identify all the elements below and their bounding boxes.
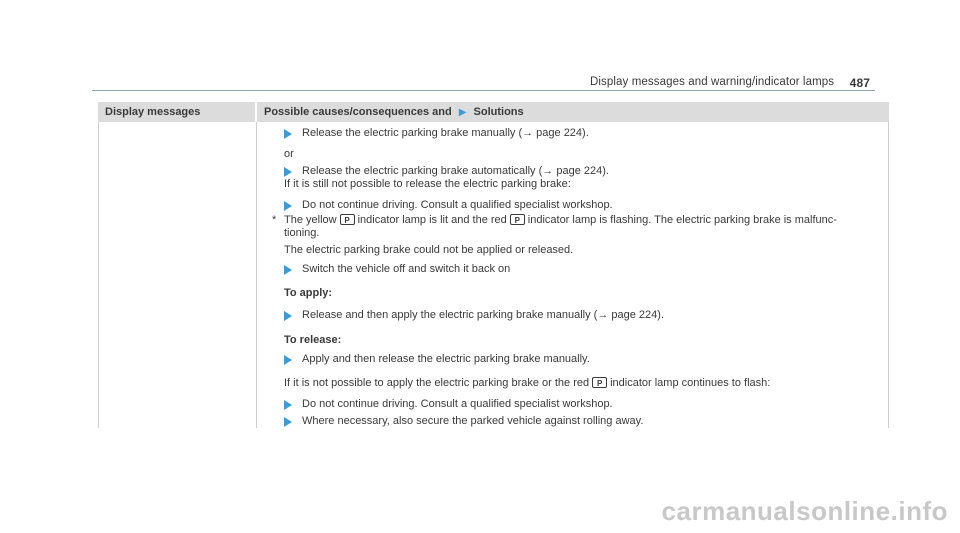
column-header-solutions-label: Solutions: [473, 106, 524, 118]
step-text: Release and then apply the electric parking brake manually (: [302, 309, 598, 321]
step-secure-vehicle: Where necessary, also secure the parked vehicle against rolling away.: [302, 415, 644, 427]
bullet-arrow-icon: [284, 265, 292, 275]
column-header-display-messages: [98, 102, 255, 122]
step-release-then-apply: [302, 309, 664, 322]
to-release-heading: To release:: [284, 334, 342, 346]
or-text: or: [284, 148, 294, 160]
text: indicator lamp continues to flash:: [610, 377, 771, 389]
table-left-border: [98, 122, 99, 428]
page-reference[interactable]: → page 224).: [542, 165, 609, 177]
page-header: [590, 76, 870, 88]
text: indicator lamp is flashing. The electric parking brake is malfunc-: [527, 214, 837, 226]
page-reference[interactable]: → page 224).: [522, 127, 589, 139]
text: The yellow: [284, 214, 337, 226]
column-header-causes-solutions: [257, 102, 889, 122]
arrow-right-icon: ▶: [458, 107, 467, 118]
still-not-possible-text: If it is still not possible to release the electric parking brake:: [284, 178, 571, 190]
table-column-divider: [256, 122, 257, 428]
parking-brake-indicator-icon: [340, 214, 355, 225]
table-right-border: [888, 122, 889, 428]
malfunction-paragraph-cont: tioning.: [284, 227, 320, 239]
header-rule: [92, 90, 875, 91]
bullet-arrow-icon: [284, 417, 292, 427]
parking-brake-indicator-icon: [592, 377, 607, 388]
column-header-label: Display messages: [105, 106, 201, 118]
bullet-arrow-icon: [284, 400, 292, 410]
could-not-be-applied-text: The electric parking brake could not be applied or released.: [284, 244, 574, 256]
step-release-manually: [302, 127, 589, 140]
header-title: Display messages and warning/indicator lamps: [590, 76, 835, 88]
step-text: Release the electric parking brake automatically (: [302, 165, 543, 177]
step-switch-off-on: Switch the vehicle off and switch it back on: [302, 263, 511, 275]
bullet-arrow-icon: [284, 201, 292, 211]
text: If it is not possible to apply the electric parking brake or the red: [284, 377, 590, 389]
page-reference[interactable]: → page 224).: [597, 309, 664, 321]
page-number: 487: [849, 76, 870, 90]
step-apply-then-release: Apply and then release the electric parking brake manually.: [302, 353, 590, 365]
step-release-automatically: [302, 165, 609, 178]
footnote-star: *: [272, 214, 277, 226]
step-consult-workshop-2: Do not continue driving. Consult a qualified specialist workshop.: [302, 398, 613, 410]
step-text: Release the electric parking brake manually (: [302, 127, 523, 139]
watermark: carmanualsonline.info: [661, 496, 948, 526]
not-possible-paragraph: [284, 377, 770, 390]
bullet-arrow-icon: [284, 355, 292, 365]
parking-brake-indicator-icon: [510, 214, 525, 225]
bullet-arrow-icon: [284, 311, 292, 321]
column-header-causes-label: Possible causes/consequences and: [264, 106, 452, 118]
bullet-arrow-icon: [284, 167, 292, 177]
bullet-arrow-icon: [284, 129, 292, 139]
step-consult-workshop: Do not continue driving. Consult a qualified specialist workshop.: [302, 199, 613, 211]
text: indicator lamp is lit and the red: [357, 214, 507, 226]
malfunction-paragraph: [284, 214, 837, 227]
to-apply-heading: To apply:: [284, 287, 333, 299]
